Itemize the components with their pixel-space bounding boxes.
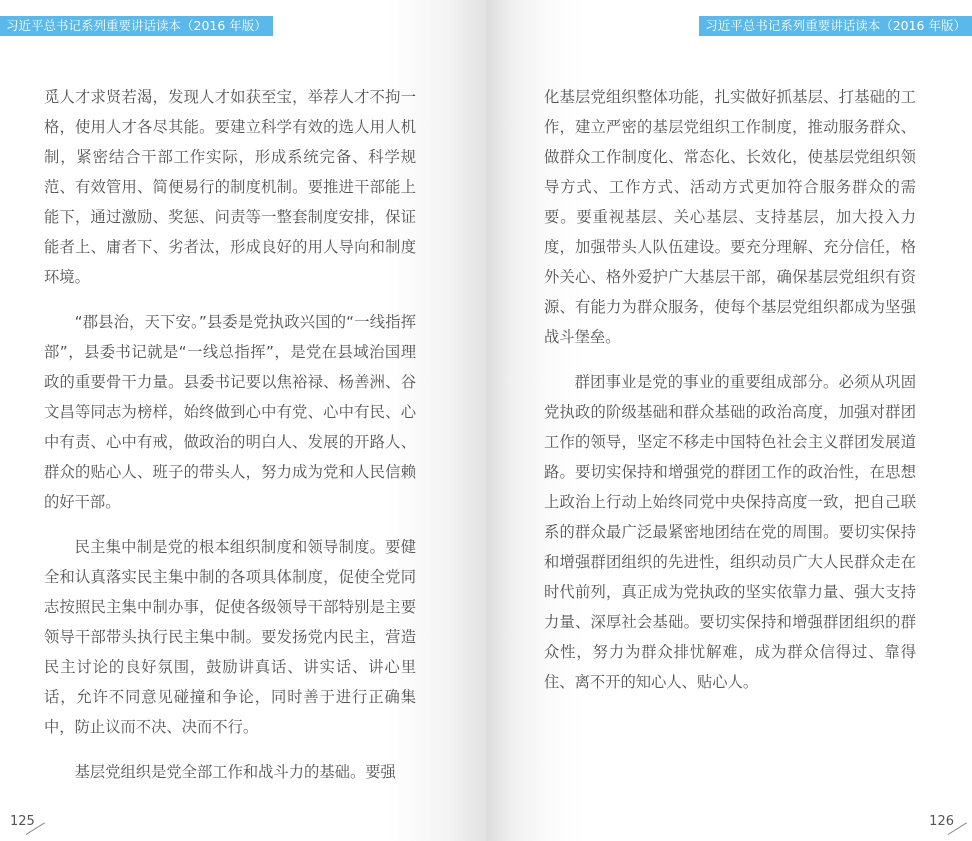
right-page-body — [544, 82, 916, 712]
paragraph: 群团事业是党的事业的重要组成部分。必须从巩固党执政的阶级基础和群众基础的政治高度，加强对群团工作的领导，坚定不移走中国特色社会主义群团发展道路。要切实保持和增强党的群团工作的政治性，在思想上政治上行动上始终同党中央保持高度一致，把自己联系的群众最广泛最紧密地团结在党的周围。要切实保持和增强群团组织的先进性，组织动员广大人民群众走在时代前列，真正成为党执政的坚实依靠力量、强大支持力量、深厚社会基础。要切实保持和增强群团组织的群众性，努力为群众排忧解难，成为群众信得过、靠得住、离不开的知心人、贴心人。 — [544, 373, 916, 691]
paragraph: 民主集中制是党的根本组织制度和领导制度。要健全和认真落实民主集中制的各项具体制度，促使全党同志按照民主集中制办事，促使各级领导干部特别是主要领导干部带头执行民主集中制。要发扬党内民主，营造民主讨论的良好氛围，鼓励讲真话、讲实话、讲心里话，允许不同意见碰撞和争论，同时善于进行正确集中，防止议而不决、决而不行。 — [44, 538, 416, 736]
paragraph: 基层党组织是党全部工作和战斗力的基础。要强 — [74, 763, 396, 781]
paragraph: 化基层党组织整体功能，扎实做好抓基层、打基础的工作，建立严密的基层党组织工作制度，推动服务群众、做群众工作制度化、常态化、长效化，使基层党组织领导方式、工作方式、活动方式更加符合服务群众的需要。要重视基层、关心基层、支持基层，加大投入力度，加强带头人队伍建设。要充分理解、充分信任，格外关心、格外爱护广大基层干部，确保基层党组织有资源、有能力为群众服务，使每个基层党组织都成为坚强战斗堡垒。 — [544, 88, 916, 346]
running-header: 习近平总书记系列重要讲话读本（2016 年版） — [699, 16, 972, 36]
paragraph: 觅人才求贤若渴，发现人才如获至宝，举荐人才不拘一格，使用人才各尽其能。要建立科学有效的选人用人机制，紧密结合干部工作实际，形成系统完备、科学规范、有效管用、简便易行的制度机制。要推进干部能上能下，通过激励、奖惩、问责等一整套制度安排，保证能者上、庸者下、劣者汰，形成良好的用人导向和制度环境。 — [44, 88, 416, 286]
paragraph: “郡县治，天下安。”县委是党执政兴国的“一线指挥部”，县委书记就是“一线总指挥”，是党在县域治国理政的重要骨干力量。县委书记要以焦裕禄、杨善洲、谷文昌等同志为榜样，始终做到心中有党、心中有民、心中有责、心中有戒，做政治的明白人、发展的开路人、群众的贴心人、班子的带头人，努力成为党和人民信赖的好干部。 — [44, 313, 416, 511]
running-header: 习近平总书记系列重要讲话读本（2016 年版） — [0, 16, 273, 36]
left-page-body — [44, 82, 416, 802]
right-page — [486, 0, 972, 841]
page-number: 125 — [10, 814, 35, 829]
page-number: 126 — [929, 814, 954, 829]
